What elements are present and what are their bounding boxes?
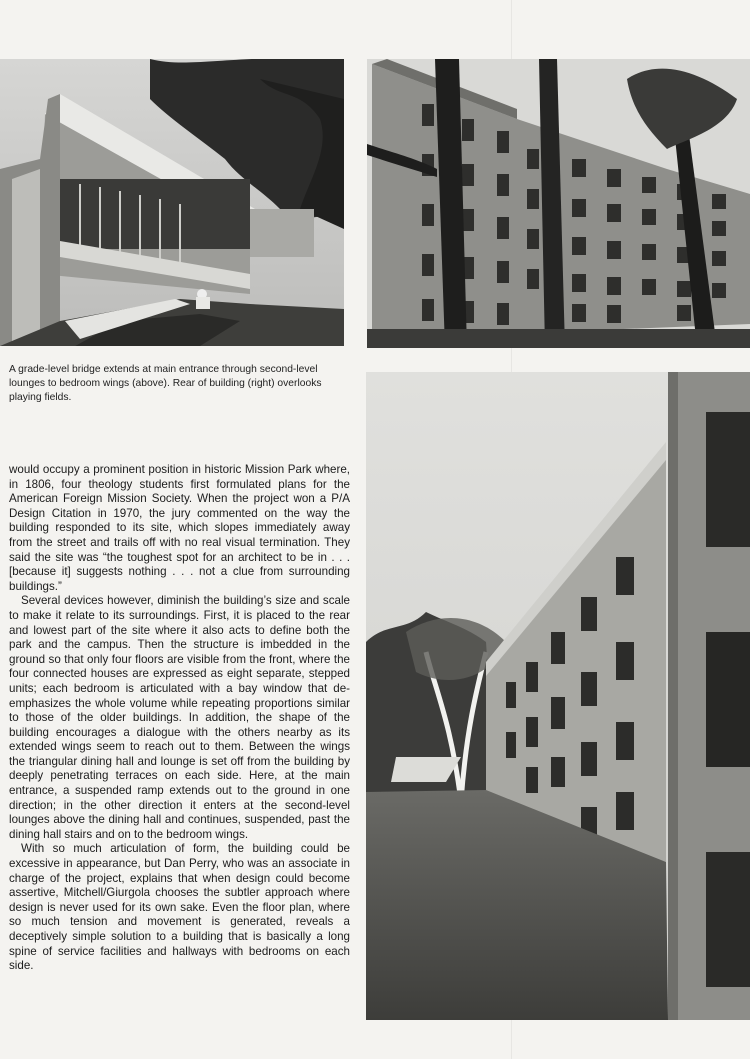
photo-entrance-bridge	[0, 59, 344, 346]
photo-bedroom-wing	[366, 372, 750, 1020]
photo-caption: A grade-level bridge extends at main entrance through second-level lounges to bedroom wings (above). Rear of building (right) overlooks playing fields.	[9, 364, 322, 403]
paragraph-1: would occupy a prominent position in historic Mission Park where, in 1806, four theology students first formulated plans for the American Foreign Mission Society. When the project won a P/A Design Citation in 1970, the jury commented on the way the building responded to its site, which slopes immediately away from the street and trails off with no real visual termination. They said the site was “the toughest spot for an architect to be in . . . [because it] suggests nothing . . . not a clue from surrounding buildings.”	[9, 463, 350, 593]
entrance-photo-illustration	[0, 59, 344, 346]
paragraph-2: Several devices however, diminish the building’s size and scale to make it relate to its surroundings. First, it is placed to the rear and lowest part of the site where it also acts to define both the park and the campus. Then the structure is imbedded in the ground so that only four floors are visible from the front, where the four connected houses are expressed as eight separate, stepped units; each bedroom is articulated with a bay window that de-emphasizes the whole volume while repeating proportions similar to those of the older buildings. In addition, the shape of the building encourages a dialogue with the others nearby as its extended wings seem to reach out to them. Between the wings the triangular dining hall and lounge is set off from the building by deeply penetrating terraces on each side. Here, at the main entrance, a suspended ramp extends out to the ground in one direction; in the other direction it enters at the second-level lounges above the dining hall and continues, suspended, past the dining hall stairs and on to the bedroom wings.	[9, 594, 350, 841]
paragraph-3: With so much articulation of form, the building could be excessive in appearance, but Dan Perry, who was an associate in charge of the project, explains that when design could become assertive, Mitchell/Giurgola chooses the subtler approach where design is never used for its own sake. Even the floor plan, where so much tension and movement is generated, reveals a deceptively simple solution to a building that is basically a long spine of service facilities and hallways with bedrooms on each side.	[9, 842, 350, 973]
article-body	[9, 463, 350, 974]
wing-photo-illustration	[366, 372, 750, 1020]
photo-rear-building	[367, 59, 750, 348]
rear-photo-illustration	[367, 59, 750, 348]
